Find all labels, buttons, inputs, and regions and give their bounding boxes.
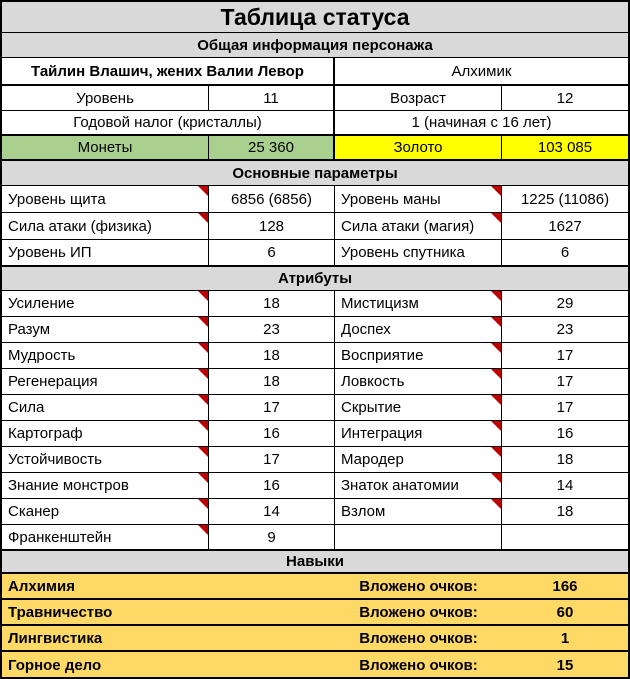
skills-header-row (2, 551, 628, 574)
points-label: Вложено очков: (359, 629, 478, 647)
section-header-attributes: Атрибуты (2, 267, 628, 290)
param-value: 6856 (6856) (209, 186, 335, 212)
points-value: 60 (556, 603, 574, 621)
attribute-value: 18 (556, 503, 574, 520)
tax-value: 1 (начиная с 16 лет) (411, 114, 552, 131)
param-label (335, 186, 502, 212)
comment-indicator-icon (491, 447, 501, 457)
skill-name: Лингвистика (8, 629, 103, 647)
attribute-value: 17 (209, 447, 335, 472)
param-label-text: Уровень спутника (341, 244, 465, 261)
attribute-value (502, 525, 628, 549)
comment-indicator-icon (198, 213, 208, 223)
comment-indicator-icon (198, 447, 208, 457)
attribute-label (335, 343, 502, 368)
attribute-row (2, 343, 628, 369)
param-label-text: Сила атаки (магия) (341, 217, 475, 235)
param-label (335, 213, 502, 239)
comment-indicator-icon (198, 395, 208, 405)
attribute-label (335, 499, 502, 524)
attribute-value: 14 (209, 499, 335, 524)
attribute-label-text: Сканер (8, 503, 60, 520)
attribute-value: 17 (556, 347, 574, 364)
attribute-label (2, 525, 209, 549)
attribute-value: 23 (209, 317, 335, 342)
param-row (2, 213, 628, 240)
attribute-label-text: Восприятие (341, 347, 424, 364)
param-row (2, 240, 628, 267)
comment-indicator-icon (491, 291, 501, 301)
param-value: 6 (209, 240, 335, 265)
comment-indicator-icon (198, 317, 208, 327)
param-label-text: Сила атаки (физика) (8, 217, 152, 235)
param-label (2, 213, 209, 239)
section-header-general: Общая информация персонажа (2, 33, 628, 57)
param-row (2, 186, 628, 213)
general-header-row (2, 33, 628, 58)
level-value: 11 (209, 86, 335, 110)
attribute-row (2, 317, 628, 343)
points-label: Вложено очков: (359, 577, 478, 595)
comment-indicator-icon (491, 499, 501, 509)
name-row (2, 58, 628, 86)
attribute-row (2, 395, 628, 421)
tax-label: Годовой налог (кристаллы) (2, 111, 335, 134)
attribute-label-text: Франкенштейн (8, 528, 112, 546)
attribute-label (335, 291, 502, 316)
attribute-label (2, 369, 209, 394)
coins-value: 25 360 (209, 136, 335, 159)
param-label-text: Уровень маны (341, 190, 441, 208)
comment-indicator-icon (491, 395, 501, 405)
comment-indicator-icon (491, 421, 501, 431)
attribute-label (335, 473, 502, 498)
attribute-row (2, 499, 628, 525)
skill-name: Горное дело (8, 656, 102, 674)
title-row (2, 2, 628, 33)
attribute-label-text: Мародер (341, 451, 404, 468)
attribute-row (2, 421, 628, 447)
attribute-label (2, 499, 209, 524)
attribute-value: 18 (209, 369, 335, 394)
attribute-value: 29 (556, 295, 574, 312)
tax-row (2, 111, 628, 136)
attribute-label-text: Сила (8, 399, 45, 416)
attribute-label (2, 447, 209, 472)
skill-name: Алхимия (8, 577, 75, 595)
points-label: Вложено очков: (359, 603, 478, 621)
attribute-label (2, 395, 209, 420)
attribute-label-text: Разум (8, 321, 51, 338)
points-value: 166 (552, 577, 578, 595)
comment-indicator-icon (491, 343, 501, 353)
attribute-value: 16 (556, 425, 574, 442)
attribute-value: 17 (556, 399, 574, 416)
param-label (2, 240, 209, 265)
comment-indicator-icon (198, 473, 208, 483)
attribute-value: 9 (209, 525, 335, 549)
attribute-label (335, 525, 502, 549)
param-value: 128 (209, 213, 335, 239)
param-label-text: Уровень ИП (8, 244, 92, 261)
param-label (335, 240, 502, 265)
comment-indicator-icon (198, 291, 208, 301)
attribute-value: 16 (209, 421, 335, 446)
param-value: 6 (560, 244, 570, 261)
comment-indicator-icon (491, 186, 501, 196)
attribute-label (335, 447, 502, 472)
points-label: Вложено очков: (359, 656, 478, 674)
attribute-label (335, 369, 502, 394)
attribute-label (2, 317, 209, 342)
attribute-label-text: Интеграция (341, 425, 423, 442)
attribute-label-text: Устойчивость (8, 451, 102, 468)
skill-row (2, 600, 628, 626)
currency-row (2, 136, 628, 161)
comment-indicator-icon (491, 369, 501, 379)
comment-indicator-icon (198, 421, 208, 431)
comment-indicator-icon (198, 343, 208, 353)
attribute-label (2, 421, 209, 446)
attribute-label-text: Усиление (8, 295, 75, 312)
attribute-value: 23 (556, 321, 574, 338)
attribute-row (2, 447, 628, 473)
skill-row (2, 652, 628, 678)
attribute-label-text: Скрытие (341, 399, 402, 416)
page-title: Таблица статуса (2, 2, 628, 32)
attribute-row (2, 369, 628, 395)
attribute-row (2, 525, 628, 551)
comment-indicator-icon (198, 525, 208, 535)
gold-label: Золото (335, 136, 502, 159)
comment-indicator-icon (491, 317, 501, 327)
level-label: Уровень (2, 86, 209, 110)
attribute-label-text: Регенерация (8, 373, 98, 390)
attribute-label (335, 395, 502, 420)
section-header-skills: Навыки (2, 551, 628, 572)
character-class-cell: Алхимик (451, 62, 512, 80)
comment-indicator-icon (491, 213, 501, 223)
attribute-label (335, 317, 502, 342)
attribute-label-text: Мудрость (8, 347, 76, 364)
attribute-value: 18 (209, 343, 335, 368)
points-value: 15 (556, 656, 574, 674)
attribute-label-text: Знаток анатомии (341, 477, 459, 494)
attribute-value: 17 (556, 373, 574, 390)
param-value: 1225 (11086) (520, 190, 610, 208)
attribute-label (2, 291, 209, 316)
age-value: 12 (556, 89, 574, 107)
attribute-value: 14 (556, 477, 574, 494)
level-age-row (2, 86, 628, 111)
attribute-value: 16 (209, 473, 335, 498)
main-params-header-row (2, 161, 628, 186)
comment-indicator-icon (198, 499, 208, 509)
skill-name: Травничество (8, 603, 113, 621)
character-name-cell: Тайлин Влашич, жених Валии Левор (2, 58, 335, 84)
comment-indicator-icon (198, 369, 208, 379)
attribute-label-text: Картограф (8, 425, 83, 442)
section-header-main-params: Основные параметры (2, 161, 628, 185)
attribute-label (335, 421, 502, 446)
attribute-label-text: Знание монстров (8, 477, 129, 494)
attribute-row (2, 473, 628, 499)
attribute-label-text: Доспех (341, 321, 391, 338)
attribute-label-text: Взлом (341, 503, 386, 520)
coins-label: Монеты (2, 136, 209, 159)
age-label: Возраст (335, 86, 502, 110)
attribute-value: 18 (209, 291, 335, 316)
attribute-label (2, 343, 209, 368)
skill-row (2, 626, 628, 652)
points-value: 1 (560, 629, 570, 647)
param-label (2, 186, 209, 212)
param-value: 1627 (548, 217, 582, 235)
param-label-text: Уровень щита (8, 190, 106, 208)
attribute-label-text: Мистицизм (341, 295, 419, 312)
attribute-row (2, 291, 628, 317)
comment-indicator-icon (491, 473, 501, 483)
skill-row (2, 574, 628, 600)
comment-indicator-icon (198, 186, 208, 196)
attribute-value: 18 (556, 451, 574, 468)
attribute-label (2, 473, 209, 498)
attributes-header-row (2, 267, 628, 291)
gold-value: 103 085 (502, 136, 628, 159)
attribute-label-text: Ловкость (341, 373, 405, 390)
attribute-value: 17 (209, 395, 335, 420)
